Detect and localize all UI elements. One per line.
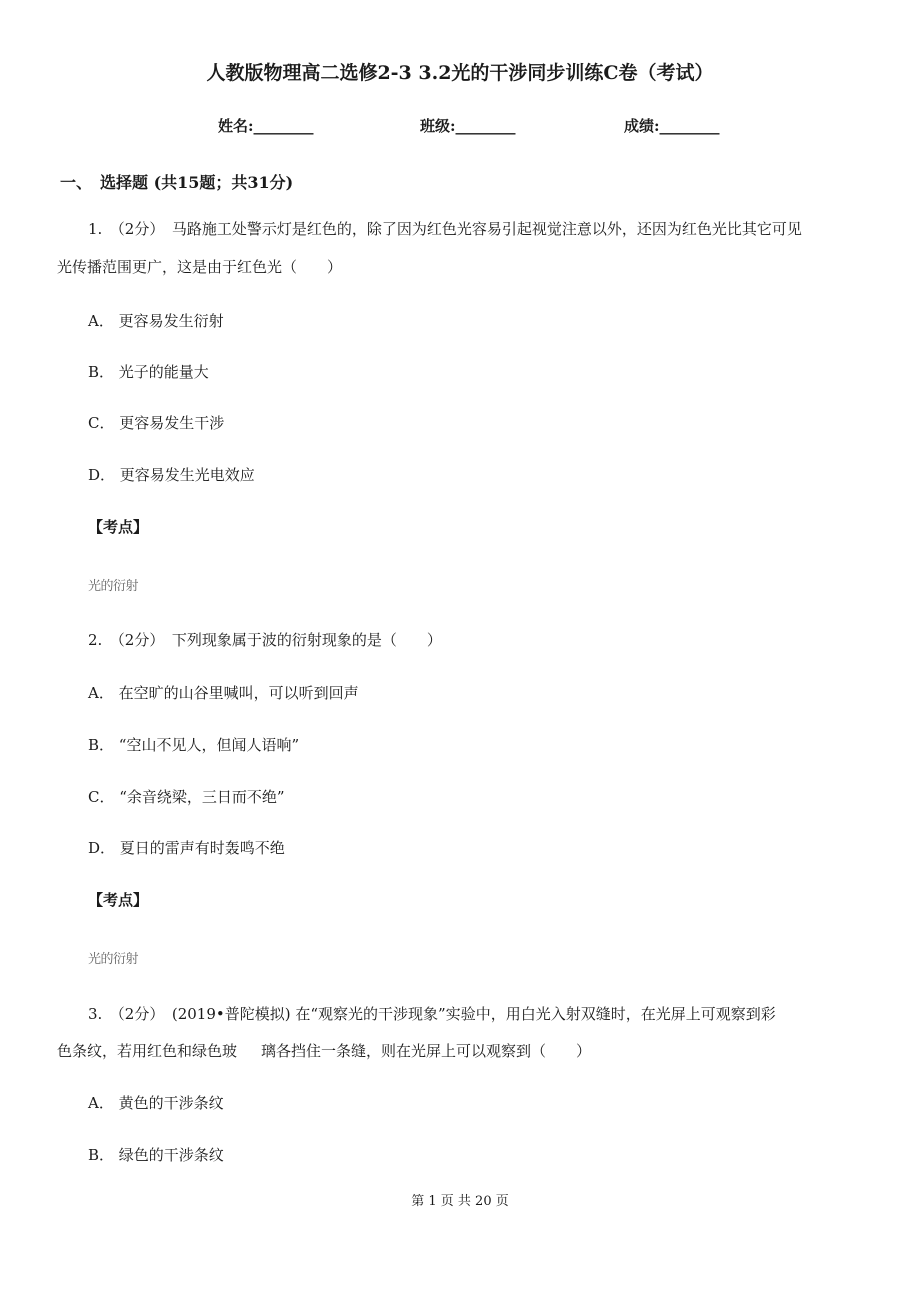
option-d: D． 更容易发生光电效应 xyxy=(88,466,255,484)
question-text-part: 璃各挡住一条缝，则在光屏上可以观察到（ ） xyxy=(261,1042,592,1060)
kaodian-label: 【考点】 xyxy=(88,891,149,909)
score-field: 成绩:________ xyxy=(624,117,720,135)
question-text-line2 xyxy=(57,1036,591,1066)
option-b: B． “空山不见人，但闻人语响” xyxy=(88,736,300,754)
option-a: A． 更容易发生衍射 xyxy=(88,312,224,330)
option-b: B． 光子的能量大 xyxy=(88,363,209,381)
question-text-part: 色条纹，若用红色和绿色玻 xyxy=(57,1042,238,1060)
name-field: 姓名:________ xyxy=(218,117,314,135)
section-heading: 一、 选择题 (共15题；共31分) xyxy=(60,173,294,192)
class-field: 班级:________ xyxy=(420,117,516,135)
kaodian-tag: 光的衍射 xyxy=(88,579,139,594)
page-footer: 第 1 页 共 20 页 xyxy=(411,1194,509,1209)
option-a: A． 在空旷的山谷里喊叫，可以听到回声 xyxy=(88,684,359,702)
question-text: 3. （2分） (2019•普陀模拟) 在“观察光的干涉现象”实验中，用白光入射双缝时，在光屏上可观察到彩 xyxy=(88,1005,776,1023)
question-text: 光传播范围更广，这是由于红色光（ ） xyxy=(57,258,343,276)
option-a: A． 黄色的干涉条纹 xyxy=(88,1094,224,1112)
question-text: 2. （2分） 下列现象属于波的衍射现象的是（ ） xyxy=(88,631,442,649)
kaodian-tag: 光的衍射 xyxy=(88,952,139,967)
option-c: C． “余音绕梁，三日而不绝” xyxy=(88,788,285,806)
question-text: 1. （2分） 马路施工处警示灯是红色的，除了因为红色光容易引起视觉注意以外，还因为红色光比其它可见 xyxy=(88,220,802,238)
option-b: B． 绿色的干涉条纹 xyxy=(88,1146,224,1164)
page-title: 人教版物理高二选修2-3 3.2光的干涉同步训练C卷（考试） xyxy=(206,62,714,84)
option-c: C． 更容易发生干涉 xyxy=(88,414,225,432)
kaodian-label: 【考点】 xyxy=(88,518,149,536)
option-d: D． 夏日的雷声有时轰鸣不绝 xyxy=(88,839,285,857)
